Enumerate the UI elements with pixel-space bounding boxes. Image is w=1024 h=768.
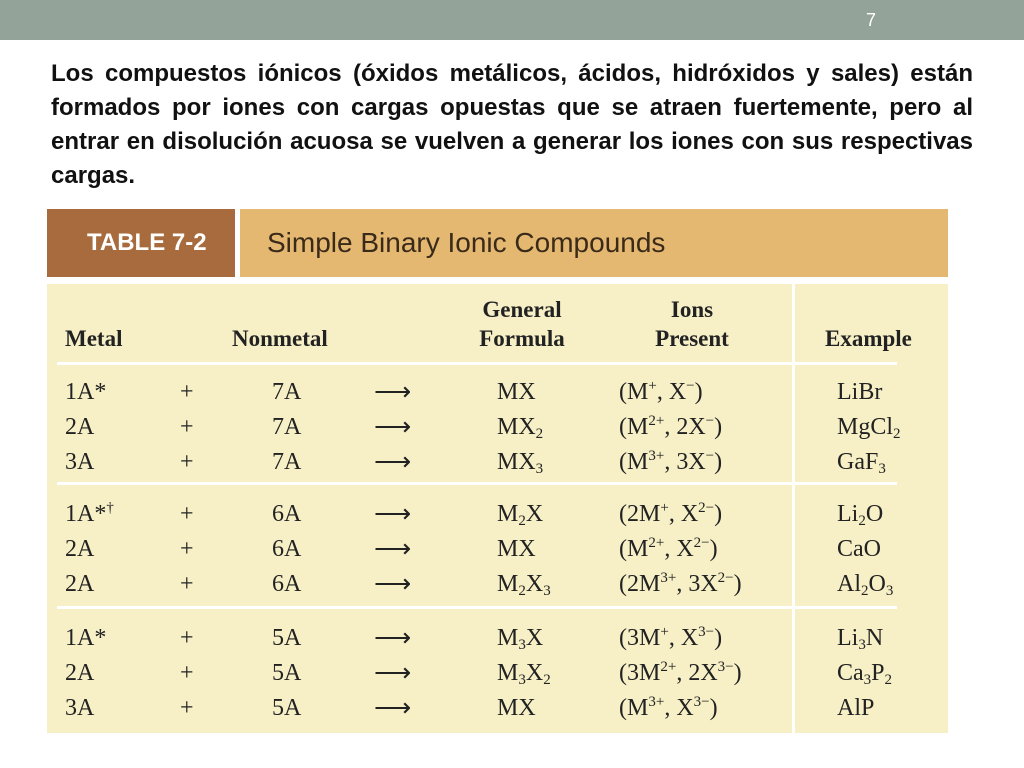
arrow-icon: ⟶ [374,658,412,687]
ions-cell: ($M^{3+}$, 3X−) [619,448,723,475]
intro-paragraph: Los compuestos iónicos (óxidos metálicos, ácidos, hidróxidos y sales) están formados por iones con cargas opuestas que se atraen fuertemente, pero al entrar en disolución acuosa se vuelven a generar los iones con sus respectivas cargas. [51,60,973,189]
metal-cell: 3A [65,695,95,721]
ions-cell: ($M^{2+}$, 2X−) [619,413,723,440]
plus-sign: + [180,536,194,562]
table-title: Simple Binary Ionic Compounds [240,209,948,277]
nonmetal-cell: 7A [272,414,302,440]
example-cell: MgCl$_2$ [837,414,901,442]
arrow-icon: ⟶ [374,499,412,528]
formula-cell: $MX_2$ [497,414,544,442]
plus-sign: + [180,660,194,686]
header-example: Example [825,326,912,351]
formula-cell: MX [497,695,536,721]
group-divider [57,482,897,485]
metal-cell: 2A [65,660,95,686]
ions-cell: (3M+, $X^{3-}$) [619,624,723,651]
ions-cell: ($3M^{2+}$, $2X^{3-}$) [619,659,742,686]
nonmetal-cell: 7A [272,379,302,405]
metal-cell: 2A [65,571,95,597]
plus-sign: + [180,625,194,651]
nonmetal-cell: 5A [272,660,302,686]
nonmetal-cell: 6A [272,536,302,562]
header-ions-present-line2: Present [655,326,729,351]
plus-sign: + [180,414,194,440]
top-bar [0,0,1024,40]
ions-cell: ($M^{3+}$, $X^{3-}$) [619,694,718,721]
header-general-formula-line1: General [482,297,562,322]
group-divider [57,606,897,609]
example-cell: $Li_3N$ [837,625,884,653]
plus-sign: + [180,501,194,527]
formula-cell: $M_2X$ [497,501,544,529]
example-cell: CaO [837,536,881,562]
plus-sign: + [180,571,194,597]
metal-cell: 3A [65,449,95,475]
example-cell: GaF$_3$ [837,449,886,477]
column-divider [792,284,795,733]
metal-cell: 2A [65,414,95,440]
example-cell: AlP [837,695,875,721]
nonmetal-cell: 6A [272,571,302,597]
nonmetal-cell: 6A [272,501,302,527]
nonmetal-cell: 5A [272,625,302,651]
metal-cell: 1A* [65,379,107,405]
plus-sign: + [180,379,194,405]
plus-sign: + [180,695,194,721]
formula-cell: $M_3X$ [497,625,544,653]
arrow-icon: ⟶ [374,569,412,598]
example-cell: $Al_2O_3$ [837,571,894,599]
arrow-icon: ⟶ [374,623,412,652]
arrow-icon: ⟶ [374,377,412,406]
header-general-formula-line2: Formula [479,326,565,351]
formula-cell: MX [497,536,536,562]
ions-cell: ($M^{2+}$, $X^{2-}$) [619,535,718,562]
table-tag: TABLE 7-2 [47,209,235,277]
formula-cell: $M_3X_2$ [497,660,551,688]
metal-cell: 1A* [65,625,107,651]
page-number: 7 [865,10,876,30]
arrow-icon: ⟶ [374,534,412,563]
ionic-compounds-table [47,209,948,733]
metal-cell: 2A [65,536,95,562]
ions-cell: ($2M^{3+}$, $3X^{2-}$) [619,570,742,597]
example-cell: $Li_2O$ [837,501,884,529]
header-divider [57,362,897,365]
ions-cell: (M+, X−) [619,378,703,405]
header-nonmetal: Nonmetal [232,326,328,351]
nonmetal-cell: 7A [272,449,302,475]
arrow-icon: ⟶ [374,693,412,722]
plus-sign: + [180,449,194,475]
arrow-icon: ⟶ [374,412,412,441]
header-metal: Metal [65,326,123,351]
arrow-icon: ⟶ [374,447,412,476]
nonmetal-cell: 5A [272,695,302,721]
metal-cell: 1A*† [65,500,114,527]
table-body [47,284,948,733]
formula-cell: $MX_3$ [497,449,544,477]
ions-cell: (2M+, $X^{2-}$) [619,500,723,527]
formula-cell: MX [497,379,536,405]
example-cell: $Ca_3P_2$ [837,660,893,688]
example-cell: LiBr [837,379,883,405]
header-ions-present-line1: Ions [670,297,714,322]
formula-cell: $M_2X_3$ [497,571,551,599]
